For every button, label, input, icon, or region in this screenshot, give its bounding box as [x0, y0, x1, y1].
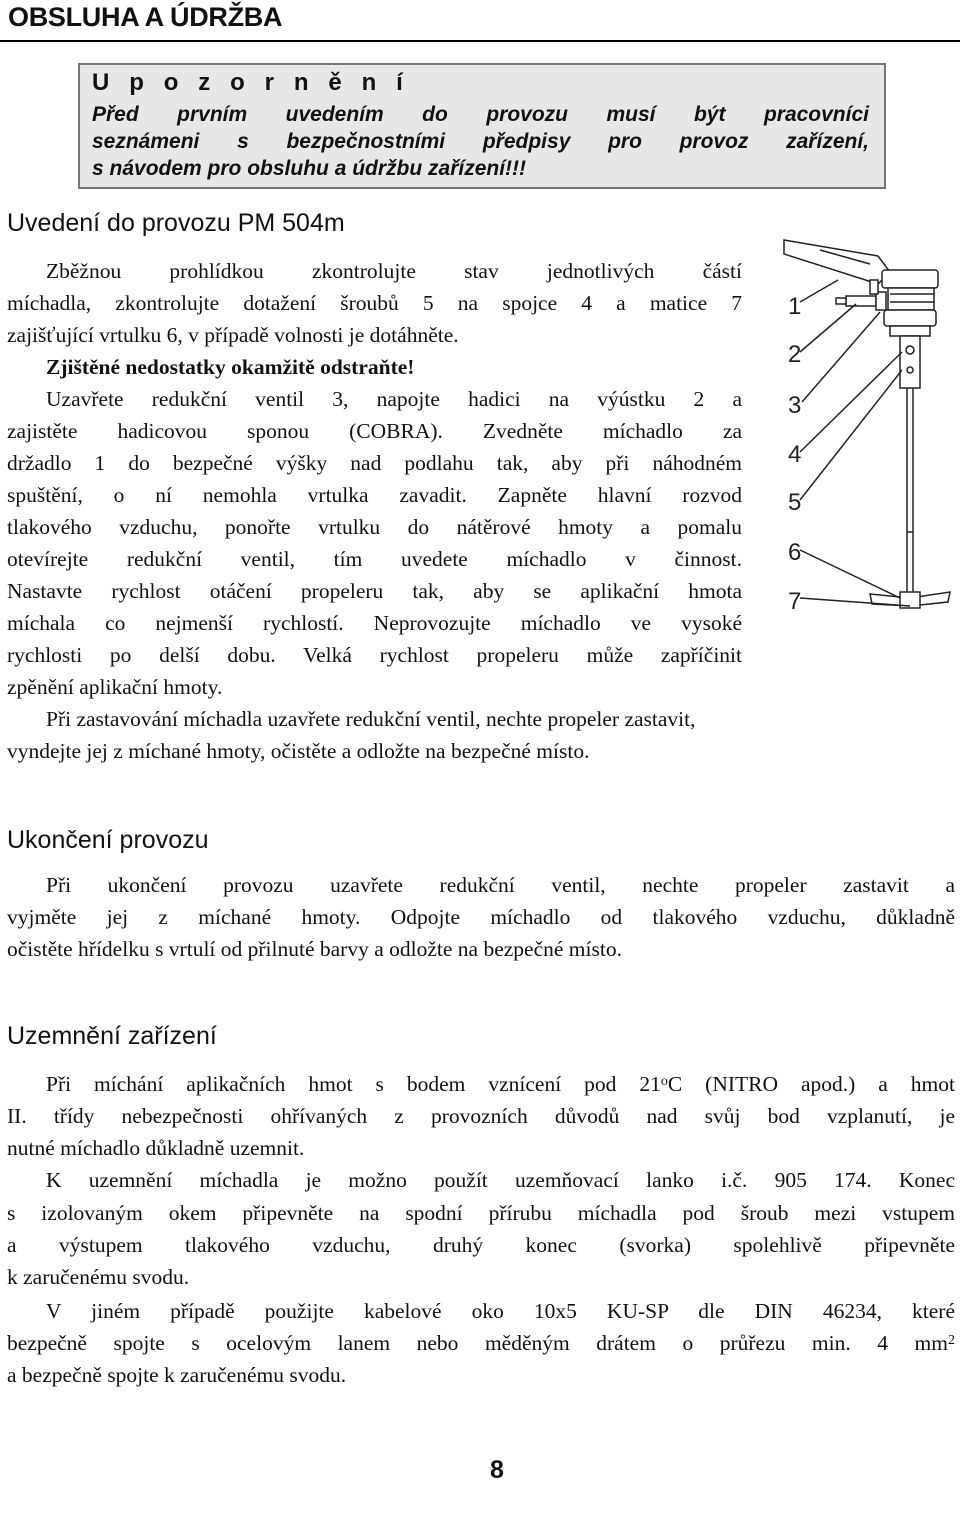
text-line: Při zastavování míchadla uzavřete redukční ventil, nechte propeler zastavit, — [46, 707, 696, 731]
warning-line: seznámeni s bezpečnostními předpisy pro provoz zařízení, — [92, 130, 869, 153]
text-line: Uzavřete redukční ventil 3, napojte hadici na výústku 2 a — [46, 387, 742, 411]
warning-title: U p o z o r n ě n í — [92, 69, 410, 96]
warning-line: Před prvním uvedením do provozu musí být pracovníci — [92, 103, 869, 126]
text-line: očistěte hřídelku s vrtulí od přilnuté barvy a odložte na bezpečné místo. — [7, 937, 622, 961]
text-line: V jiném případě použijte kabelové oko 10x5 KU-SP dle DIN 46234, které — [46, 1299, 955, 1323]
text-line: vyjměte jej z míchané hmoty. Odpojte míchadlo od tlakového vzduchu, důkladně — [7, 905, 955, 929]
text-line: K uzemnění míchadla je možno použít uzemňovací lanko i.č. 905 174. Konec — [46, 1168, 955, 1192]
text-line: zajišťující vrtulku 6, v případě volnosti je dotáhněte. — [7, 323, 459, 347]
text-line: spuštění, o ní nemohla vrtulka zavadit. Zapněte hlavní rozvod — [7, 483, 742, 507]
text-line: držadlo 1 do bezpečné výšky nad podlahu tak, aby při náhodném — [7, 451, 742, 475]
warning-emphasis: Zjištěné nedostatky okamžitě odstraňte! — [46, 355, 415, 379]
diagram-label: 1 — [788, 293, 802, 320]
section-heading-grounding: Uzemnění zařízení — [7, 1022, 217, 1050]
text-line: otevírejte redukční ventil, tím uvedete míchadlo v činnost. — [7, 547, 742, 571]
page-number: 8 — [490, 1456, 504, 1484]
diagram-label: 7 — [788, 588, 802, 615]
text-line: a výstupem tlakového vzduchu, druhý konec (svorka) spolehlivě připevněte — [7, 1233, 955, 1257]
text-line: tlakového vzduchu, ponořte vrtulku do nátěrové hmoty a pomalu — [7, 515, 742, 539]
text-line: nutné míchadlo důkladně uzemnit. — [7, 1136, 305, 1160]
text-line: Při míchání aplikačních hmot s bodem vznícení pod 21$^o$C (NITRO apod.) a hmot — [46, 1072, 955, 1096]
text-line: vyndejte jej z míchané hmoty, očistěte a odložte na bezpečné místo. — [7, 739, 590, 763]
heading-rule — [0, 40, 960, 42]
section-heading-commissioning: Uvedení do provozu PM 504m — [7, 209, 345, 237]
text-line: rychlosti po delší dobu. Velká rychlost propeleru může zapříčinit — [7, 643, 742, 667]
page-heading: OBSLUHA A ÚDRŽBA — [8, 2, 283, 32]
text-line: zpěnění aplikační hmoty. — [7, 675, 223, 699]
diagram-label: 5 — [788, 489, 802, 516]
text-line: míchala co nejmenší rychlostí. Neprovozujte míchadlo ve vysoké — [7, 611, 742, 635]
mixer-diagram — [760, 232, 960, 632]
text-line: bezpečně spojte s ocelovým lanem nebo měděným drátem o průřezu min. 4 $mm^2$ — [7, 1331, 955, 1355]
text-line: s izolovaným okem připevněte na spodní přírubu míchadla pod šroub mezi vstupem — [7, 1201, 955, 1225]
diagram-label: 3 — [788, 392, 802, 419]
text-line: Zběžnou prohlídkou zkontrolujte stav jednotlivých částí — [46, 259, 742, 283]
diagram-label: 6 — [788, 539, 802, 566]
text-line: Nastavte rychlost otáčení propeleru tak, aby se aplikační hmota — [7, 579, 742, 603]
text-line: Při ukončení provozu uzavřete redukční ventil, nechte propeler zastavit a — [46, 873, 955, 897]
text-line: zajistěte hadicovou sponou (COBRA). Zvedněte míchadlo za — [7, 419, 742, 443]
diagram-label: 2 — [788, 341, 802, 368]
text-line: míchadla, zkontrolujte dotažení šroubů 5 na spojce 4 a matice 7 — [7, 291, 742, 315]
diagram-label: 4 — [788, 441, 802, 468]
mixer-drawing — [760, 232, 960, 632]
text-line: II. třídy nebezpečnosti ohřívaných z provozních důvodů nad svůj bod vzplanutí, je — [7, 1104, 955, 1128]
text-line: a bezpečně spojte k zaručenému svodu. — [7, 1363, 347, 1387]
warning-line: s návodem pro obsluhu a údržbu zařízení!!! — [92, 157, 527, 180]
section-heading-shutdown: Ukončení provozu — [7, 826, 209, 854]
warning-box — [78, 63, 886, 189]
text-line: k zaručenému svodu. — [7, 1265, 190, 1289]
